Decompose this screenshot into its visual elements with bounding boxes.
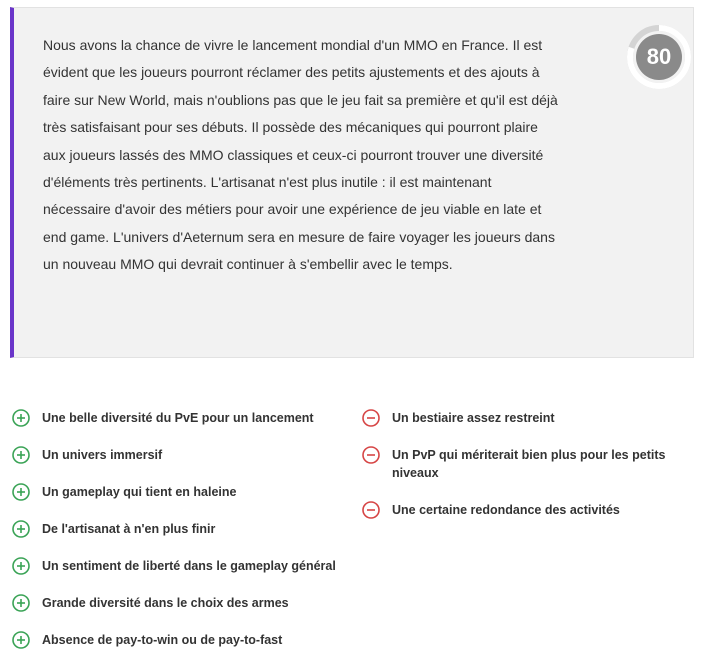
- pro-item: [12, 520, 352, 557]
- plus-circle-icon: [12, 631, 30, 649]
- pro-item-label: Un sentiment de liberté dans le gameplay général: [42, 559, 336, 573]
- pro-item-label: Une belle diversité du PvE pour un lancement: [42, 411, 314, 425]
- verdict-text: Nous avons la chance de vivre le lancement mondial d'un MMO en France. Il est évident que les joueurs pourront réclamer des petits ajustements et des ajouts à faire sur New World, mais n'oublions pas que le jeu fait sa première et qu'il est déjà très satisfaisant pour ses débuts. Il possède des mécaniques qui pourront plaire aux joueurs lassés des MMO classiques et ceux-ci pourront trouver une diversité d'éléments très pertinents. L'artisanat n'est plus inutile : il est maintenant nécessaire d'avoir des métiers pour avoir une expérience de jeu viable en late et end game. L'univers d'Aeternum sera en mesure de faire voyager les joueurs dans un nouveau MMO qui devrait continuer à s'embellir avec le temps.: [43, 37, 558, 273]
- minus-circle-icon: [362, 446, 380, 464]
- con-item: [362, 409, 702, 446]
- pro-item-label: Grande diversité dans le choix des armes: [42, 596, 289, 610]
- plus-circle-icon: [12, 557, 30, 575]
- pro-item: [12, 557, 352, 594]
- plus-circle-icon: [12, 446, 30, 464]
- con-item: [362, 446, 702, 501]
- pro-item: [12, 409, 352, 446]
- pro-item-label: Un univers immersif: [42, 448, 163, 462]
- con-item-label: Une certaine redondance des activités: [392, 503, 620, 517]
- pro-item-label: Absence de pay-to-win ou de pay-to-fast: [42, 633, 283, 647]
- score-badge: [624, 22, 694, 92]
- cons-list: [362, 409, 702, 538]
- pro-item-label: Un gameplay qui tient en haleine: [42, 485, 237, 499]
- score-value: 80: [646, 44, 672, 69]
- plus-circle-icon: [12, 483, 30, 501]
- pro-item: [12, 446, 352, 483]
- pro-item: [12, 594, 352, 631]
- plus-circle-icon: [12, 594, 30, 612]
- minus-circle-icon: [362, 501, 380, 519]
- minus-circle-icon: [362, 409, 380, 427]
- pro-item-label: De l'artisanat à n'en plus finir: [42, 522, 216, 536]
- pro-item: [12, 483, 352, 520]
- con-item: [362, 501, 702, 538]
- con-item-label: Un PvP qui mériterait bien plus pour les petits niveaux: [392, 448, 666, 480]
- pro-item: [12, 631, 352, 668]
- con-item-label: Un bestiaire assez restreint: [392, 411, 555, 425]
- verdict-box: [10, 7, 694, 358]
- plus-circle-icon: [12, 520, 30, 538]
- plus-circle-icon: [12, 409, 30, 427]
- pros-list: [12, 409, 352, 668]
